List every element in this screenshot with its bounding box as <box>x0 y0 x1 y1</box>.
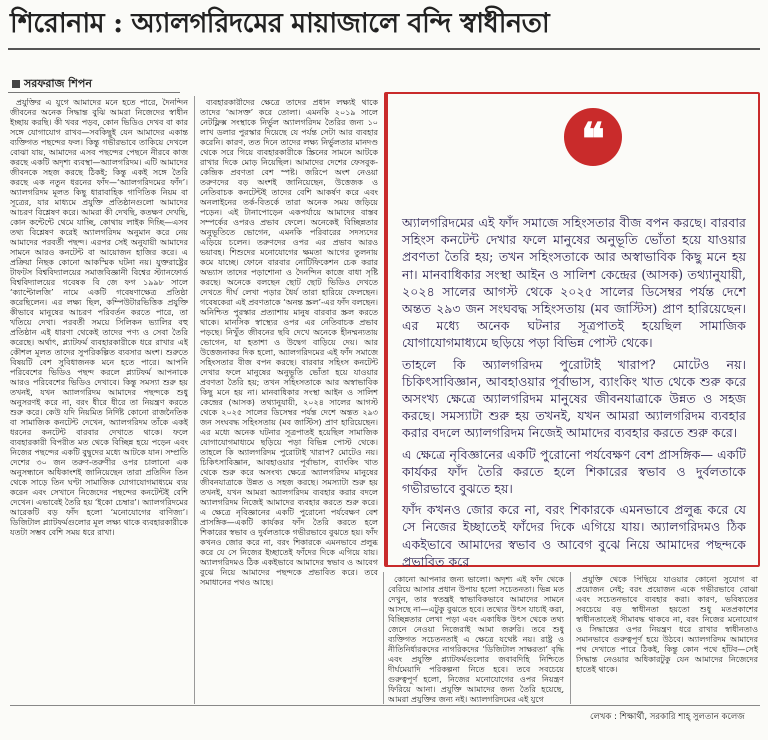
author-name: সরফরাজ শিপন <box>24 77 92 90</box>
pull-quote-paragraph: এ ক্ষেত্রে নৃবিজ্ঞানের একটি পুরোনো পর্যবেক্ষণ বেশ প্রাসঙ্গিক— একটি কার্যকর ফাঁদ তৈরি করতে হলে শিকারের স্বভাব ও দুর্বলতাকে গভীরভাবে বুঝতে হয়। <box>402 446 746 497</box>
pull-quote-box <box>384 92 760 567</box>
writer-credit: লেখক : শিক্ষার্থী, সরকারি শাহ্ সুলতান কলেজ <box>590 712 745 722</box>
pull-quote-paragraph: ফাঁদ কখনও জোর করে না, বরং শিকারকে এমনভাবে প্রলুব্ধ করে যে সে নিজের ইচ্ছাতেই ফাঁদের দিকে এগিয়ে যায়। অ্যালগরিদমও ঠিক একইভাবে আমাদের স্বভাব ও আবেগ বুঝে নিয়ে আমাদের পছন্দকে প্রভাবিত করে <box>402 502 746 569</box>
article-column-4 <box>576 575 758 703</box>
headline-rule <box>8 48 760 50</box>
pull-quote-paragraph: অ্যালগরিদমের এই ফাঁদ সমাজে সহিংসতার বীজ বপন করছে। বারবার সহিংস কনটেন্ট দেখার ফলে মানুষের অনুভূতি ভোঁতা হয়ে যাওয়ার প্রবণতা তৈরি হয়; তখন সহিংসতাকে আর অস্বাভাবিক কিছু মনে হয় না। মানবাধিকার সংস্থা আইন ও সালিশ কেন্দ্রের (আসক) তথ্যানুযায়ী, ২০২৪ সালের আগস্ট থেকে ২০২৫ সালের ডিসেম্বর পর্যন্ত দেশে অন্তত ২৯৩ জন সংঘবদ্ধ সহিংসতায় (মব জাস্টিস) প্রাণ হারিয়েছেন। এর মধ্যে অনেক ঘটনার সূত্রপাতই হয়েছিল সামাজিক যোগাযোগমাধ্যমে ছড়িয়ে পড়া বিভিন্ন পোস্ট থেকে। <box>402 215 746 351</box>
headline: শিরোনাম : অ্যালগরিদমের মায়াজালে বন্দি স্বাধীনতা <box>10 8 550 39</box>
column-3-text: কোনো আপনার জন্য ভালো। অদৃশ্য এই ফাঁদ থেকে বেরিয়ে আসার প্রধান উপায় হলো সচেতনতা। ভিন্ন মত দেখুন, তার স্বতন্ত্রই স্বাভাবিকভাবে আমাদের সামনে আসছে না—এটুকু বুঝতে হবে। তথ্যের উৎস যাচাই করা, বিচ্ছিন্নতার লেখা পড়া এবং একাধিক উৎস থেকে তথ্য জেনে নেওয়া নিজেরাই আমা জরুরি। তবে শুধু ব্যক্তিগত সচেতনতাই এ ক্ষেত্রে যথেষ্ট নয়। রাষ্ট্র ও নীতিনির্ধারকদের নাগরিকদের ‘ডিজিটাল সাক্ষরতা’ বৃদ্ধি এবং প্রযুক্তি প্ল্যাটফর্মগুলোর জবাবদিহি নিশ্চিতে দীর্ঘমেয়াদি পরিকল্পনা নিতে হবে। তবে সবচেয়ে গুরুত্বপূর্ণ হলো, নিজের মনোযোগের ওপর নিয়ন্ত্রণ ফিরিয়ে আনা। প্রযুক্তি আমাদের জন্য তৈরি হয়েছে, আমরা প্রযুক্তির জন্য নই। অ্যালগরিদমের এই যুগে <box>388 575 564 703</box>
column-divider <box>570 572 571 704</box>
pull-quote-text <box>402 214 746 574</box>
bottom-rule <box>10 705 760 706</box>
column-divider <box>194 96 195 704</box>
author-rule <box>8 92 180 93</box>
column-4-text: প্রযুক্তি থেকে পিছিয়ে যাওয়ার কোনো সুযোগ বা প্রয়োজন নেই; বরং প্রয়োজন একে গভীরভাবে বোঝা এবং সচেতনভাবে ব্যবহার করা। কারণ, ভবিষ্যতের সবচেয়ে বড় স্বাধীনতা হয়তো শুধু মতপ্রকাশের স্বাধীনতাতেই সীমাবদ্ধ থাকবে না, বরং নিজের মনোযোগ ও সিদ্ধান্তের ওপর নিয়ন্ত্রণ ধরে রাখার স্বাধীনতাও সমানভাবে গুরুত্বপূর্ণ হয়ে উঠবে। অ্যালগরিদম আমাদের পথ দেখাতে পারে ঠিকই, কিন্তু কোন পথে হাঁটব—সেই সিদ্ধান্ত নেওয়ার অধিকারটুকু যেন আমাদের নিজেদের হাতেই থাকে। <box>576 575 758 674</box>
bullet-square-icon <box>12 80 20 88</box>
column-1-text: প্রযুক্তির এ যুগে আমাদের মনে হতে পারে, দৈনন্দিন জীবনের অনেক সিদ্ধান্ত বুঝি আমরা নিজেদের স্বাধীন ইচ্ছায় করছি। কী খবর পড়ব, কোন ভিডিও দেখব বা কার সঙ্গে যোগাযোগ রাখব—সবকিছুই যেন আমাদের একান্ত ব্যক্তিগত পছন্দের ফল। কিন্তু গভীরভাবে তাকিয়ে দেখলে বোঝা যায়, আমাদের এসব পছন্দের পেছনে নীরবে কাজ করছে একটি অদৃশ্য ব্যবস্থা—অ্যালগরিদম। এটি আমাদের জীবনকে সহজ করছে ঠিকই; কিন্তু একই সঙ্গে তৈরি করছে এক নতুন ধরনের ফাঁদ—‘অ্যালগরিদমের ফাঁদ’। অ্যালগরিদম মূলত কিছু ধারাবাহিক গাণিতিক নিয়ম বা সূত্রের, যার মাধ্যমে প্রযুক্তি প্রতিষ্ঠানগুলো আমাদের আচরণ বিশ্লেষণ করে। আমরা কী দেখছি, কতক্ষণ দেখছি, কোন কন্টেন্টে থেমে যাচ্ছি, কোথায় লাইক দিচ্ছি—এসব তথ্য বিশ্লেষণ করেই অ্যালগরিদম অনুমান করে নেয় আমাদের পরবর্তী পছন্দ। এরপর সেই অনুযায়ী আমাদের সামনে আরও কনটেন্ট বা আয়োজন হাজির করে। এ প্রক্রিয়া নিছক কোনো আকস্মিক ঘটনা নয়। যুক্তরাষ্ট্রের টাফটস বিশ্ববিদ্যালয়ের সমাজবিজ্ঞানী বিশ্বের স্ট্যানফোর্ড বিশ্ববিদ্যালয়ের গবেষক বি জে ফগ ১৯৯৮ সালে ‘ক্যাপ্টোলজি’ নামে একটি গবেষণাক্ষেত্র প্রতিষ্ঠা করেছিলেন। এর লক্ষ্য ছিল, কম্পিউটারভিত্তিক প্রযুক্তি কীভাবে মানুষের আচরণ পরিবর্তন করতে পারে, তা খতিয়ে দেখা। পরবর্তী সময়ে সিলিকন ভ্যালির বহু প্রতিষ্ঠান এই ধারণা থেকেই তাদের পণ্য ও সেবা তৈরি করেছে। অর্থাৎ, প্ল্যাটফর্ম ব্যবহারকারীকে ধরে রাখার এই কৌশল মূলত তাদের সুপরিকল্পিত ব্যবসার অংশ। শুরুতে বিষয়টি বেশ সুবিধাজনক মনে হতে পারে। আপনি পরিবেশের ভিডিও পছন্দ করলে প্ল্যাটফর্ম আপনাকে আরও পরিবেশের ভিডিও দেখাবে। কিন্তু সমস্যা শুরু হয় তখনই, যখন অ্যালগরিদম আমাদের পছন্দকে শুধু অনুসরণই করে না, বরং ধীরে ধীরে তা নিয়ন্ত্রণ করতে শুরু করে। কেউ যদি নিয়মিত নির্দিষ্ট কোনো রাজনৈতিক বা সামাজিক কনটেন্ট দেখেন, অ্যালগরিদম তাঁকে একই ধরনের কনটেন্ট বারবার দেখাতে থাকে। ফলে ব্যবহারকারী বিপরীত মত থেকে বিচ্ছিন্ন হয়ে পড়েন এবং নিজের পছন্দের একটি বুদ্বুদের মধ্যে আটকে যান। সম্প্রতি দেশের ৩০ জন তরুণ-তরুণীর ওপর চালানো এক অনুসন্ধানে অধিকাংশই জানিয়েছেন তারা প্রতিদিন তিন থেকে সাড়ে তিন ঘণ্টা সামাজিক যোগাযোগমাধ্যমে ব্যয় করেন এবং সেখানে নিজেদের পছন্দের কনটেন্টই বেশি দেখেন। এভাবেই তৈরি হয় ‘ইকো চেম্বার’। অ্যালগরিদমের আরেকটি বড় ফাঁদ হলো ‘মনোযোগের বাণিজ্য’। ডিজিটাল প্ল্যাটফর্মগুলোর মূল লক্ষ্য থাকে ব্যবহারকারীকে যতটা সম্ভব বেশি সময় ধরে রাখা। <box>10 98 188 537</box>
quote-icon: ❝ <box>564 108 622 166</box>
article-column-1 <box>10 98 188 702</box>
column-2-text: ব্যবহারকারীদের ক্ষেত্রে তাদের প্রধান লক্ষ্যই থাকে তাদের ‘আসক্ত’ করে তোলা। এমনকি ২০১৯ সালে নেটফ্লিক্স সংস্থাকে নির্ভুল অ্যালগরিদম তৈরির জন্য ১০ লাখ ডলার পুরস্কার দিয়েছে যে পর্যন্ত সেটা আর ব্যবহার করেনি। কারণ, তত দিনে তাদের লক্ষ্য নির্ভুলতার মানদণ্ড থেকে সরে গিয়ে ব্যবহারকারীকে স্ক্রিনের সামনে আটকে রাখার দিকে মোড় নিয়েছিল। আমাদের দেশের ফেসবুক-কেন্দ্রিক প্রবণতা বেশ স্পষ্ট। জরিপে অংশ নেওয়া তরুণদের বড় অংশই জানিয়েছেন, উত্তেজক ও নেতিবাচক কনটেন্টই তাদের বেশি আকর্ষণ করে এবং অনলাইনের তর্ক-বিতর্কে তারা অনেক সময় জড়িয়ে পড়েন। এই টানাপোড়েন একপর্যায়ে আমাদের বাস্তব সম্পর্কের ওপরও প্রভাব ফেলে। অনেকেই বিচ্ছিন্নতার অনুভূতিতে ভোগেন, এমনকি পরিবারের সদস্যদের এড়িয়ে চলেন। তরুণদের ওপর এর প্রভাব আরও ভয়াবহ। শিশুদের মনোযোগের ক্ষমতা আগের তুলনায় কমে যাচ্ছে। ফোনে বারবার নোটিফিকেশন চেক করার অভ্যাস তাদের পড়াশোনা ও দৈনন্দিন কাজে বাধা সৃষ্টি করছে। অনেকে বলছেন ছোট ছোট ভিডিও দেখতে দেখতে দীর্ঘ লেখা পড়ার ধৈর্য তারা হারিয়ে ফেলছেন। গবেষকেরা এই প্রবণতাকে ‘অনন্ত স্ক্রল’-এর ফাঁদ বলছেন। অনিশ্চিত পুরস্কার প্রত্যাশায় মানুষ বারবার স্ক্রল করতে থাকে। মানসিক স্বাস্থ্যের ওপর এর নেতিবাচক প্রভাব পড়ছে। নিখুঁত জীবনের ছবি দেখে অনেকে হীনম্মন্যতায় ভোগেন, যা হতাশা ও উদ্বেগ বাড়িয়ে দেয়। আর উত্তেজনাকর দিক হলো, অ্যালগরিদমের এই ফাঁদ সমাজে সহিংসতার বীজ বপন করছে। বারবার সহিংস কনটেন্ট দেখার ফলে মানুষের অনুভূতি ভোঁতা হয়ে যাওয়ার প্রবণতা তৈরি হয়; তখন সহিংসতাকে আর অস্বাভাবিক কিছু মনে হয় না। মানবাধিকার সংস্থা আইন ও সালিশ কেন্দ্রের (আসক) তথ্যানুযায়ী, ২০২৪ সালের আগস্ট থেকে ২০২৫ সালের ডিসেম্বর পর্যন্ত দেশে অন্তত ২৯৩ জন সংঘবদ্ধ সহিংসতায় (মব জাস্টিস) প্রাণ হারিয়েছেন। এর মধ্যে অনেক ঘটনার সূত্রপাতই হয়েছিল সামাজিক যোগাযোগমাধ্যমে ছড়িয়ে পড়া বিভিন্ন পোস্ট থেকে। তাহলে কি অ্যালগরিদম পুরোটাই খারাপ? মোটেও নয়। চিকিৎসাবিজ্ঞান, আবহাওয়ার পূর্বাভাস, ব্যাংকিং খাত থেকে শুরু করে অসংখ্য ক্ষেত্রে অ্যালগরিদম মানুষের জীবনযাত্রাকে উন্নত ও সহজ করছে। সমস্যাটা শুরু হয় তখনই, যখন আমরা অ্যালগরিদম ব্যবহার করার বদলে অ্যালগরিদম নিজেই আমাদের ব্যবহার করতে শুরু করে। এ ক্ষেত্রে নৃবিজ্ঞানের একটি পুরোনো পর্যবেক্ষণ বেশ প্রাসঙ্গিক—একটি কার্যকর ফাঁদ তৈরি করতে হলে শিকারের স্বভাব ও দুর্বলতাকে গভীরভাবে বুঝতে হয়। ফাঁদ কখনও জোর করে না, বরং শিকারকে এমনভাবে প্রলুব্ধ করে যে সে নিজের ইচ্ছাতেই ফাঁদের দিকে এগিয়ে যায়। অ্যালগরিদমও ঠিক একইভাবে আমাদের স্বভাব ও আবেগ বুঝে নিয়ে আমাদের পছন্দকে প্রভাবিত করে। তবে সমাধানের পথও আছে। <box>200 98 378 587</box>
article-column-2 <box>200 98 378 702</box>
column-divider <box>383 572 384 704</box>
article-column-3 <box>388 575 564 703</box>
pull-quote-paragraph: তাহলে কি অ্যালগরিদম পুরোটাই খারাপ? মোটেও নয়। চিকিৎসাবিজ্ঞান, আবহাওয়ার পূর্বাভাস, ব্যাংকিং খাত থেকে শুরু করে অসংখ্য ক্ষেত্রে অ্যালগরিদম মানুষের জীবনযাত্রাকে উন্নত ও সহজ করছে। সমস্যাটা শুরু হয় তখনই, যখন আমরা অ্যালগরিদম ব্যবহার করার বদলে অ্যালগরিদম নিজেই আমাদের ব্যবহার করতে শুরু করে। <box>402 356 746 441</box>
